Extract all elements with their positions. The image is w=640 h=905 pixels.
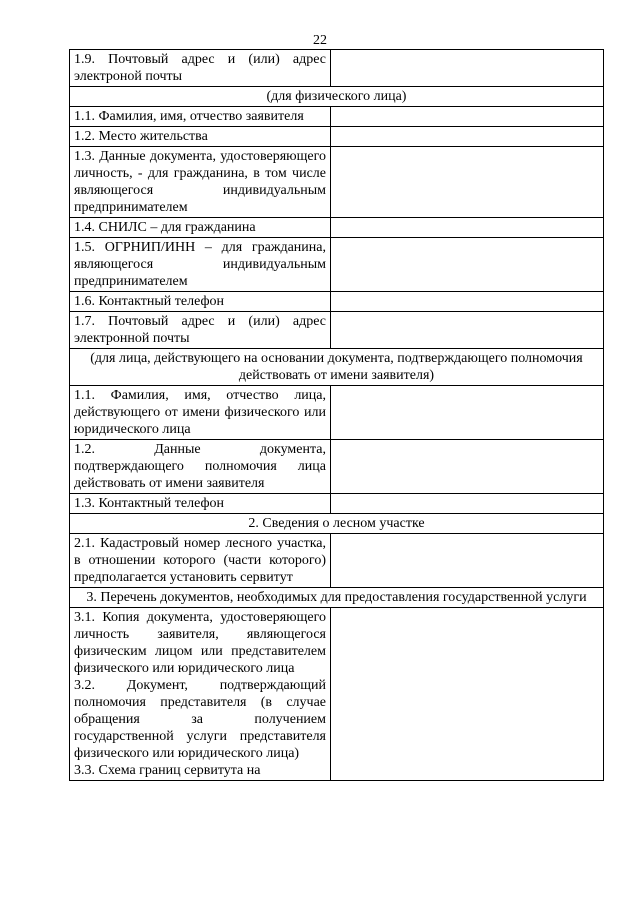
field-value-cell[interactable]: [331, 440, 604, 494]
field-value-cell[interactable]: [331, 534, 604, 588]
form-row: [70, 534, 604, 588]
field-value-cell[interactable]: [331, 238, 604, 292]
form-row: [70, 107, 604, 127]
form-row: [70, 238, 604, 292]
field-label: 1.9. Почтовый адрес и (или) адрес электроной почты: [70, 50, 331, 87]
field-label: 1.6. Контактный телефон: [70, 292, 331, 312]
field-value-cell[interactable]: [331, 312, 604, 349]
field-label: 1.3. Контактный телефон: [70, 494, 331, 514]
form-row: [70, 312, 604, 349]
subsection-note: (для лица, действующего на основании документа, подтверждающего полномочия действовать от имени заявителя): [70, 349, 604, 386]
form-row: [70, 127, 604, 147]
field-label: 1.7. Почтовый адрес и (или) адрес электронной почты: [70, 312, 331, 349]
field-value-cell[interactable]: [331, 50, 604, 87]
section-heading: 2. Сведения о лесном участке: [70, 514, 604, 534]
application-form-table: [69, 49, 604, 781]
form-row: [70, 386, 604, 440]
field-label: 1.1. Фамилия, имя, отчество лица, действующего от имени физического или юридического лица: [70, 386, 331, 440]
form-row: [70, 50, 604, 87]
field-label: 1.2. Место жительства: [70, 127, 331, 147]
form-row: [70, 292, 604, 312]
field-label: 1.3. Данные документа, удостоверяющего личность, - для гражданина, в том числе являющегося индивидуальным предпринимателем: [70, 147, 331, 218]
document-item: 3.1. Копия документа, удостоверяющего личность заявителя, являющегося физическим лицом или представителем физического или юридического лица: [74, 610, 326, 676]
field-value-cell[interactable]: [331, 608, 604, 781]
field-label: 1.5. ОГРНИП/ИНН – для гражданина, являющегося индивидуальным предпринимателем: [70, 238, 331, 292]
field-value-cell[interactable]: [331, 386, 604, 440]
form-row: [70, 514, 604, 534]
page-number: 22: [313, 33, 327, 48]
field-value-cell[interactable]: [331, 107, 604, 127]
documents-list: [70, 608, 331, 781]
form-row: [70, 608, 604, 781]
field-label: 1.4. СНИЛС – для гражданина: [70, 218, 331, 238]
field-value-cell[interactable]: [331, 292, 604, 312]
form-row: [70, 494, 604, 514]
form-row: [70, 87, 604, 107]
document-item: 3.3. Схема границ сервитута на: [74, 763, 261, 778]
form-row: [70, 147, 604, 218]
form-row: [70, 218, 604, 238]
form-row: [70, 349, 604, 386]
form-row: [70, 588, 604, 608]
field-value-cell[interactable]: [331, 218, 604, 238]
field-label: 1.1. Фамилия, имя, отчество заявителя: [70, 107, 331, 127]
field-label: 1.2. Данные документа, подтверждающего полномочия лица действовать от имени заявителя: [70, 440, 331, 494]
document-item: 3.2. Документ, подтверждающий полномочия представителя (в случае обращения за получением государственной услуги представителя физического или юридического лица): [74, 678, 326, 761]
field-value-cell[interactable]: [331, 147, 604, 218]
subsection-note: (для физического лица): [70, 87, 604, 107]
field-label: 2.1. Кадастровый номер лесного участка, в отношении которого (части которого) предполагается установить сервитут: [70, 534, 331, 588]
section-heading: 3. Перечень документов, необходимых для предоставления государственной услуги: [70, 588, 604, 608]
field-value-cell[interactable]: [331, 127, 604, 147]
form-row: [70, 440, 604, 494]
field-value-cell[interactable]: [331, 494, 604, 514]
